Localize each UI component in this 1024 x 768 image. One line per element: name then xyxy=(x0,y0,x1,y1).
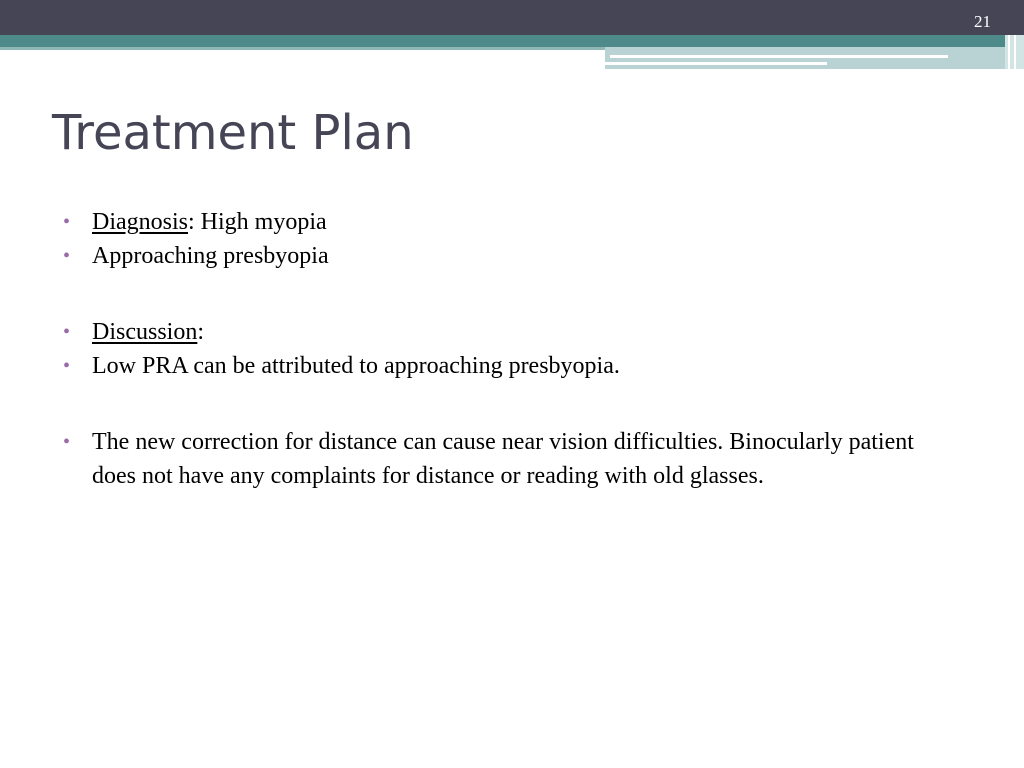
new-correction-text: The new correction for distance can cause near vision difficulties. Binocularly patient does not have any complaints for distance or reading with old glasses. xyxy=(92,429,914,489)
discussion-text: : xyxy=(197,319,205,345)
slide-number: 21 xyxy=(974,12,991,31)
edge-stripe xyxy=(1008,35,1010,69)
diagnosis-label: Diagnosis xyxy=(92,209,188,235)
discussion-label: Discussion xyxy=(92,319,198,345)
accent-line xyxy=(605,62,827,65)
accent-line xyxy=(610,55,948,58)
bullet-icon: • xyxy=(63,355,71,377)
bullet-icon: • xyxy=(63,211,71,233)
bullet-item-new-correction xyxy=(63,425,943,493)
bullet-item-diagnosis xyxy=(63,205,943,239)
slide-title: Treatment Plan xyxy=(52,105,414,161)
bullet-item-presbyopia xyxy=(63,239,943,273)
edge-stripe xyxy=(1014,35,1016,69)
low-pra-text: Low PRA can be attributed to approaching presbyopia. xyxy=(92,353,620,379)
header-edge-stripes xyxy=(1005,35,1024,69)
bullet-list xyxy=(63,205,943,493)
diagnosis-text: : High myopia xyxy=(188,209,327,235)
bullet-icon: • xyxy=(63,431,71,453)
header-accent-block xyxy=(605,47,1005,69)
bullet-item-low-pra xyxy=(63,349,943,383)
bullet-icon: • xyxy=(63,321,71,343)
presbyopia-text: Approaching presbyopia xyxy=(92,243,329,269)
bullet-item-discussion xyxy=(63,315,943,349)
header-bar xyxy=(0,0,1024,35)
header-teal-band xyxy=(0,35,1024,47)
bullet-icon: • xyxy=(63,245,71,267)
header-teal-rule xyxy=(0,47,605,50)
